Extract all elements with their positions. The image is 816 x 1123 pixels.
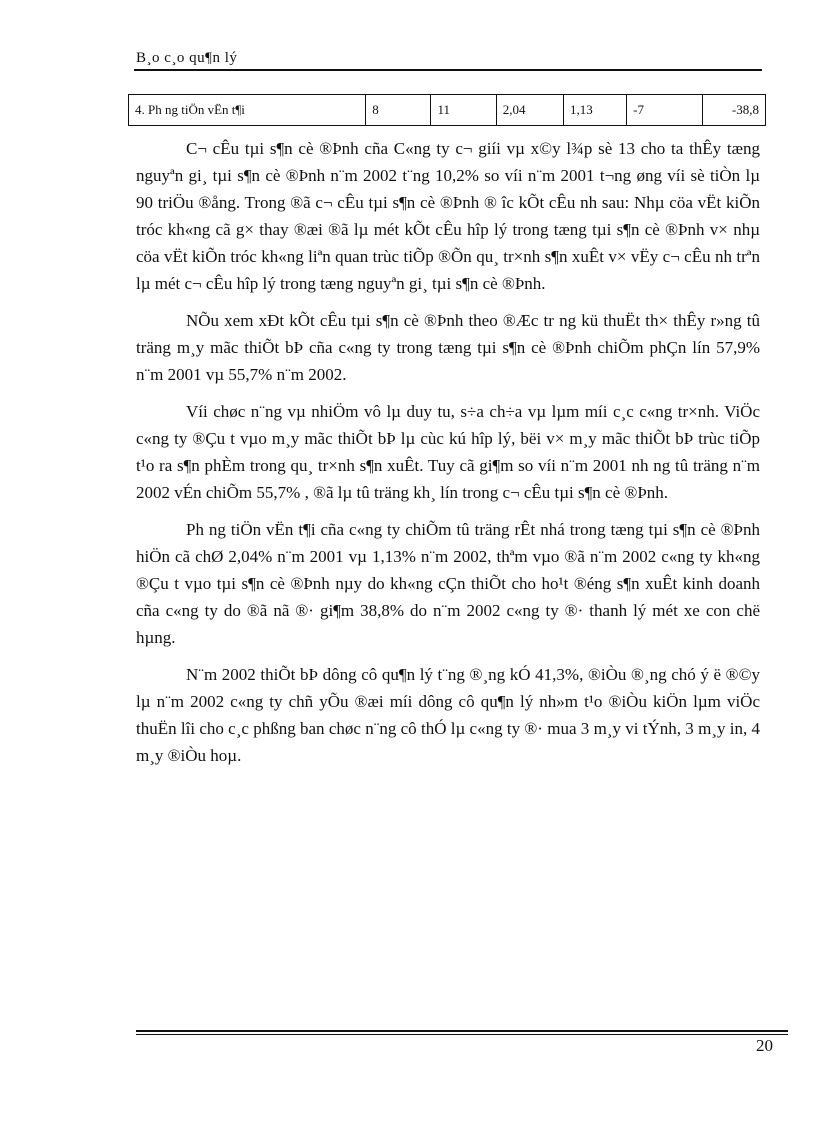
- page-number: 20: [756, 1036, 773, 1055]
- running-header: B¸o c¸o qu¶n lý: [136, 50, 238, 66]
- paragraph: Víi chøc n¨ng vµ nhiÖm vô lµ duy tu, s÷a ch÷a vµ lµm míi c¸c c«ng tr×nh. ViÖc c«ng ty ®Çu t vµo m¸y mãc thiÕt bÞ lµ cùc kú hîp lý, bëi v× m¸y mãc thiÕt bÞ trùc tiÕp t¹o ra s¶n phÈm trong qu¸ tr×nh s¶n xuÊt. Tuy cã gi¶m so víi n¨m 2001 nh ng tû träng n¨m 2002 vÉn chiÕm 55,7% , ®ã lµ tû träng kh¸ lín trong c¬ cÊu tµi s¶n cè ®Þnh.: [136, 402, 760, 502]
- header-rule: [134, 69, 762, 71]
- table-cell: 11: [431, 95, 496, 126]
- asset-table: [128, 94, 766, 126]
- paragraph: C¬ cÊu tµi s¶n cè ®Þnh cña C«ng ty c¬ giíi vµ x©y l¾p sè 13 cho ta thÊy tæng nguyªn gi¸ tµi s¶n cè ®Þnh n¨m 2002 t¨ng 10,2% so víi n¨m 2001 t¬ng øng víi sè tiÒn lµ 90 triÖu ®ång. Trong ®ã c¬ cÊu tµi s¶n cè ®Þnh ® îc kÕt cÊu nh sau: Nhµ cöa vËt kiÕn tróc kh«ng cã g× thay ®æi ®ã lµ mét kÕt cÊu hîp lý trong tæng tµi s¶n cè ®Þnh v× nhµ cöa vËt kiÕn tróc kh«ng liªn quan trùc tiÕp ®Õn qu¸ tr×nh s¶n xuÊt v× vËy c¬ cÊu nh trªn lµ mét c¬ cÊu hîp lý trong tæng nguyªn gi¸ tµi s¶n cè ®Þnh.: [136, 139, 760, 293]
- paragraph: NÕu xem xÐt kÕt cÊu tµi s¶n cè ®Þnh theo ®Æc tr ng kü thuËt th× thÊy r»ng tû träng m¸y mãc thiÕt bÞ cña c«ng ty trong tæng tµi s¶n cè ®Þnh chiÕm phÇn lín 57,9% n¨m 2001 vµ 55,7% n¨m 2002.: [136, 311, 760, 384]
- footer-rule-thin: [136, 1034, 788, 1035]
- table-cell: 8: [366, 95, 431, 126]
- table-cell: -38,8: [702, 95, 765, 126]
- footer-rule: [136, 1030, 788, 1032]
- table-cell: 1,13: [564, 95, 627, 126]
- paragraph: N¨m 2002 thiÕt bÞ dông cô qu¶n lý t¨ng ®¸ng kÓ 41,3%, ®iÒu ®¸ng chó ý ë ®©y lµ n¨m 2002 c«ng ty chñ yÕu ®æi míi dông cô qu¶n lý nh»m t¹o ®iÒu kiÖn lµm viÖc thuËn lîi cho c¸c phßng ban chøc n¨ng cô thÓ lµ c«ng ty ®· mua 3 m¸y vi tÝnh, 3 m¸y in, 4 m¸y ®iÒu hoµ.: [136, 665, 760, 765]
- table-cell: 2,04: [496, 95, 563, 126]
- table-cell-category: 4. Ph ng tiÖn vËn t¶i: [129, 95, 366, 126]
- paragraph: Ph ng tiÖn vËn t¶i cña c«ng ty chiÕm tû träng rÊt nhá trong tæng tµi s¶n cè ®Þnh hiÖn cã chØ 2,04% n¨m 2001 vµ 1,13% n¨m 2002, thªm vµo ®ã n¨m 2002 c«ng ty kh«ng ®Çu t vµo tµi s¶n cè ®Þnh nµy do kh«ng cÇn thiÕt cho ho¹t ®éng s¶n xuÊt kinh doanh cña c«ng ty do ®ã nã ®· gi¶m 38,8% do n¨m 2002 c«ng ty ®· thanh lý mét xe con chë hµng.: [136, 520, 760, 647]
- table-cell: -7: [627, 95, 703, 126]
- body-text: [136, 135, 760, 779]
- table-row: [129, 95, 766, 126]
